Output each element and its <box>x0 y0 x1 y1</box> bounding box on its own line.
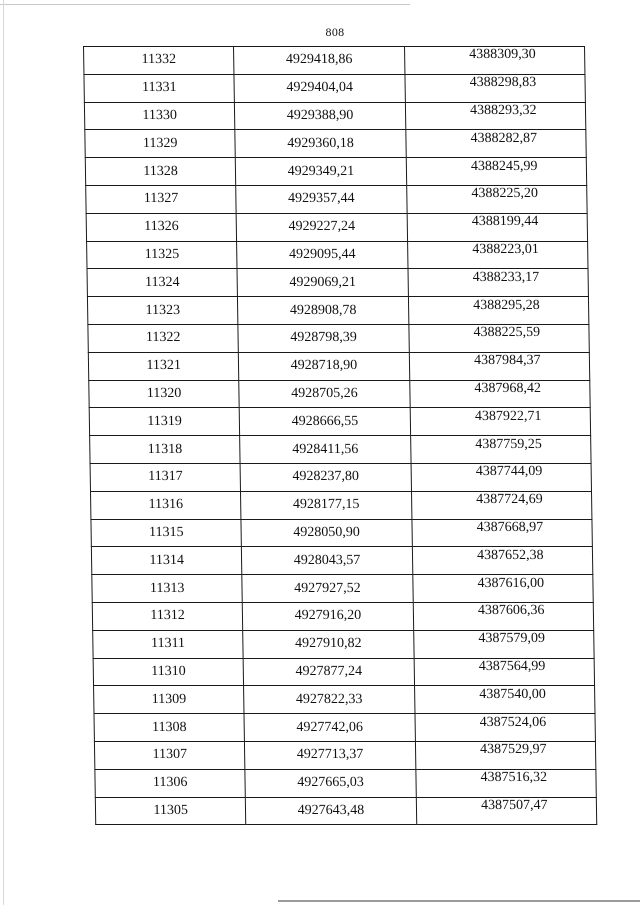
x-coordinate-cell: 4928050,90 <box>241 519 412 547</box>
y-coordinate-cell <box>405 130 586 158</box>
x-coordinate-cell: 4929360,18 <box>235 130 406 158</box>
y-coordinate-value: 4388295,28 <box>473 297 540 313</box>
table-row <box>91 547 592 575</box>
table-row <box>92 602 593 630</box>
scan-edge-left <box>3 0 4 905</box>
y-coordinate-value: 4387759,25 <box>475 436 542 452</box>
point-number-cell: 11328 <box>85 158 236 186</box>
y-coordinate-cell <box>411 463 592 491</box>
point-number-cell: 11332 <box>84 47 235 75</box>
y-coordinate-cell <box>414 686 595 714</box>
y-coordinate-value: 4388245,99 <box>470 158 538 174</box>
x-coordinate-cell: 4927665,03 <box>245 769 416 797</box>
coordinates-table <box>83 46 597 825</box>
y-coordinate-value: 4387668,97 <box>476 519 544 535</box>
x-coordinate-cell: 4928798,39 <box>238 324 409 352</box>
table-row <box>87 241 588 269</box>
table-row <box>94 686 595 714</box>
x-coordinate-cell: 4927877,24 <box>243 658 414 686</box>
y-coordinate-value: 4387968,42 <box>474 380 542 396</box>
y-coordinate-value: 4387507,47 <box>480 797 548 813</box>
scan-edge-top <box>0 4 410 5</box>
point-number-cell: 11321 <box>88 352 239 380</box>
x-coordinate-cell: 4927910,82 <box>243 630 414 658</box>
y-coordinate-cell <box>410 436 591 464</box>
point-number-cell: 11329 <box>85 130 236 158</box>
y-coordinate-value: 4387616,00 <box>477 575 545 591</box>
y-coordinate-cell <box>406 158 587 186</box>
y-coordinate-cell <box>406 185 587 213</box>
point-number-cell: 11326 <box>86 213 237 241</box>
x-coordinate-cell: 4929418,86 <box>234 47 405 75</box>
x-coordinate-cell: 4929404,04 <box>234 74 405 102</box>
table-row <box>84 47 585 75</box>
point-number-cell: 11306 <box>95 769 246 797</box>
y-coordinate-cell <box>413 602 594 630</box>
table-row <box>93 658 594 686</box>
point-number-cell: 11308 <box>94 714 245 742</box>
y-coordinate-cell <box>416 769 597 797</box>
y-coordinate-value: 4387652,38 <box>476 547 544 563</box>
y-coordinate-cell <box>412 575 593 603</box>
y-coordinate-cell <box>409 324 590 352</box>
y-coordinate-value: 4388199,44 <box>471 214 539 230</box>
y-coordinate-value: 4387524,06 <box>479 714 547 730</box>
point-number-cell: 11327 <box>86 185 237 213</box>
x-coordinate-cell: 4928908,78 <box>238 297 409 325</box>
y-coordinate-cell <box>416 797 597 825</box>
x-coordinate-cell: 4927643,48 <box>246 797 417 825</box>
y-coordinate-cell <box>409 352 590 380</box>
table-row <box>84 74 585 102</box>
table-row <box>92 575 593 603</box>
point-number-cell: 11322 <box>88 324 239 352</box>
y-coordinate-cell <box>414 658 595 686</box>
x-coordinate-cell: 4927916,20 <box>243 602 414 630</box>
y-coordinate-value: 4387529,97 <box>480 742 547 758</box>
x-coordinate-cell: 4927713,37 <box>245 741 416 769</box>
x-coordinate-cell: 4929388,90 <box>235 102 406 130</box>
table-row <box>88 352 589 380</box>
y-coordinate-value: 4388225,59 <box>473 325 541 341</box>
y-coordinate-value: 4387564,99 <box>478 658 546 674</box>
x-coordinate-cell: 4927742,06 <box>244 714 415 742</box>
y-coordinate-value: 4388223,01 <box>472 241 539 257</box>
y-coordinate-cell <box>409 380 590 408</box>
y-coordinate-cell <box>407 241 588 269</box>
x-coordinate-cell: 4927927,52 <box>242 575 413 603</box>
y-coordinate-value: 4388293,32 <box>469 102 537 118</box>
point-number-cell: 11316 <box>90 491 241 519</box>
point-number-cell: 11315 <box>91 519 242 547</box>
y-coordinate-value: 4387984,37 <box>473 353 541 369</box>
y-coordinate-cell <box>410 408 591 436</box>
y-coordinate-value: 4387606,36 <box>477 603 545 619</box>
y-coordinate-cell <box>411 491 592 519</box>
y-coordinate-value: 4388282,87 <box>470 130 538 146</box>
point-number-cell: 11318 <box>90 436 241 464</box>
x-coordinate-cell: 4928237,80 <box>240 463 411 491</box>
table-row <box>93 630 594 658</box>
y-coordinate-cell <box>405 102 586 130</box>
x-coordinate-cell: 4929349,21 <box>236 158 407 186</box>
x-coordinate-cell: 4929069,21 <box>237 269 408 297</box>
table-row <box>86 213 587 241</box>
y-coordinate-value: 4388298,83 <box>469 75 537 91</box>
table-row <box>94 741 595 769</box>
y-coordinate-cell <box>404 47 585 75</box>
point-number-cell: 11324 <box>87 269 238 297</box>
x-coordinate-cell: 4928411,56 <box>240 436 411 464</box>
point-number-cell: 11325 <box>87 241 238 269</box>
y-coordinate-cell <box>415 741 596 769</box>
point-number-cell: 11305 <box>95 797 246 825</box>
y-coordinate-cell <box>405 74 586 102</box>
table-row <box>85 130 586 158</box>
y-coordinate-cell <box>415 714 596 742</box>
point-number-cell: 11307 <box>94 741 245 769</box>
table-row <box>90 436 591 464</box>
y-coordinate-value: 4387516,32 <box>480 770 548 786</box>
y-coordinate-value: 4387744,09 <box>475 464 543 480</box>
y-coordinate-value: 4388309,30 <box>469 47 536 63</box>
table-row <box>87 269 588 297</box>
table-row <box>90 463 591 491</box>
y-coordinate-cell <box>412 519 593 547</box>
table-row <box>89 408 590 436</box>
point-number-cell: 11320 <box>89 380 240 408</box>
point-number-cell: 11312 <box>92 602 243 630</box>
y-coordinate-value: 4388225,20 <box>471 186 539 202</box>
y-coordinate-value: 4387724,69 <box>476 492 543 508</box>
table-row <box>88 324 589 352</box>
point-number-cell: 11309 <box>94 686 245 714</box>
x-coordinate-cell: 4928043,57 <box>242 547 413 575</box>
table-row <box>90 491 591 519</box>
table-row <box>84 102 585 130</box>
point-number-cell: 11310 <box>93 658 244 686</box>
page-number: 808 <box>325 25 345 39</box>
table-row <box>87 297 588 325</box>
point-number-cell: 11313 <box>92 575 243 603</box>
x-coordinate-cell: 4928666,55 <box>239 408 410 436</box>
x-coordinate-cell: 4928705,26 <box>239 380 410 408</box>
point-number-cell: 11330 <box>84 102 235 130</box>
point-number-cell: 11317 <box>90 463 241 491</box>
table-row <box>95 797 596 825</box>
x-coordinate-cell: 4929095,44 <box>237 241 408 269</box>
table-row <box>91 519 592 547</box>
x-coordinate-cell: 4928177,15 <box>241 491 412 519</box>
table-row <box>89 380 590 408</box>
coordinates-table-body <box>84 47 597 825</box>
y-coordinate-cell <box>413 630 594 658</box>
y-coordinate-cell <box>412 547 593 575</box>
y-coordinate-cell <box>408 297 589 325</box>
table-row <box>94 714 595 742</box>
point-number-cell: 11319 <box>89 408 240 436</box>
y-coordinate-cell <box>407 213 588 241</box>
y-coordinate-value: 4387579,09 <box>478 631 546 647</box>
scan-edge-bottom <box>278 900 640 902</box>
point-number-cell: 11311 <box>93 630 244 658</box>
x-coordinate-cell: 4928718,90 <box>239 352 410 380</box>
table-row <box>95 769 596 797</box>
point-number-cell: 11331 <box>84 74 235 102</box>
table-row <box>85 158 586 186</box>
table-row <box>86 185 587 213</box>
y-coordinate-value: 4387540,00 <box>479 686 546 702</box>
y-coordinate-value: 4388233,17 <box>472 269 540 285</box>
point-number-cell: 11323 <box>87 297 238 325</box>
y-coordinate-value: 4387922,71 <box>474 408 542 424</box>
x-coordinate-cell: 4927822,33 <box>244 686 415 714</box>
x-coordinate-cell: 4929357,44 <box>236 185 407 213</box>
y-coordinate-cell <box>408 269 589 297</box>
x-coordinate-cell: 4929227,24 <box>236 213 407 241</box>
point-number-cell: 11314 <box>91 547 242 575</box>
